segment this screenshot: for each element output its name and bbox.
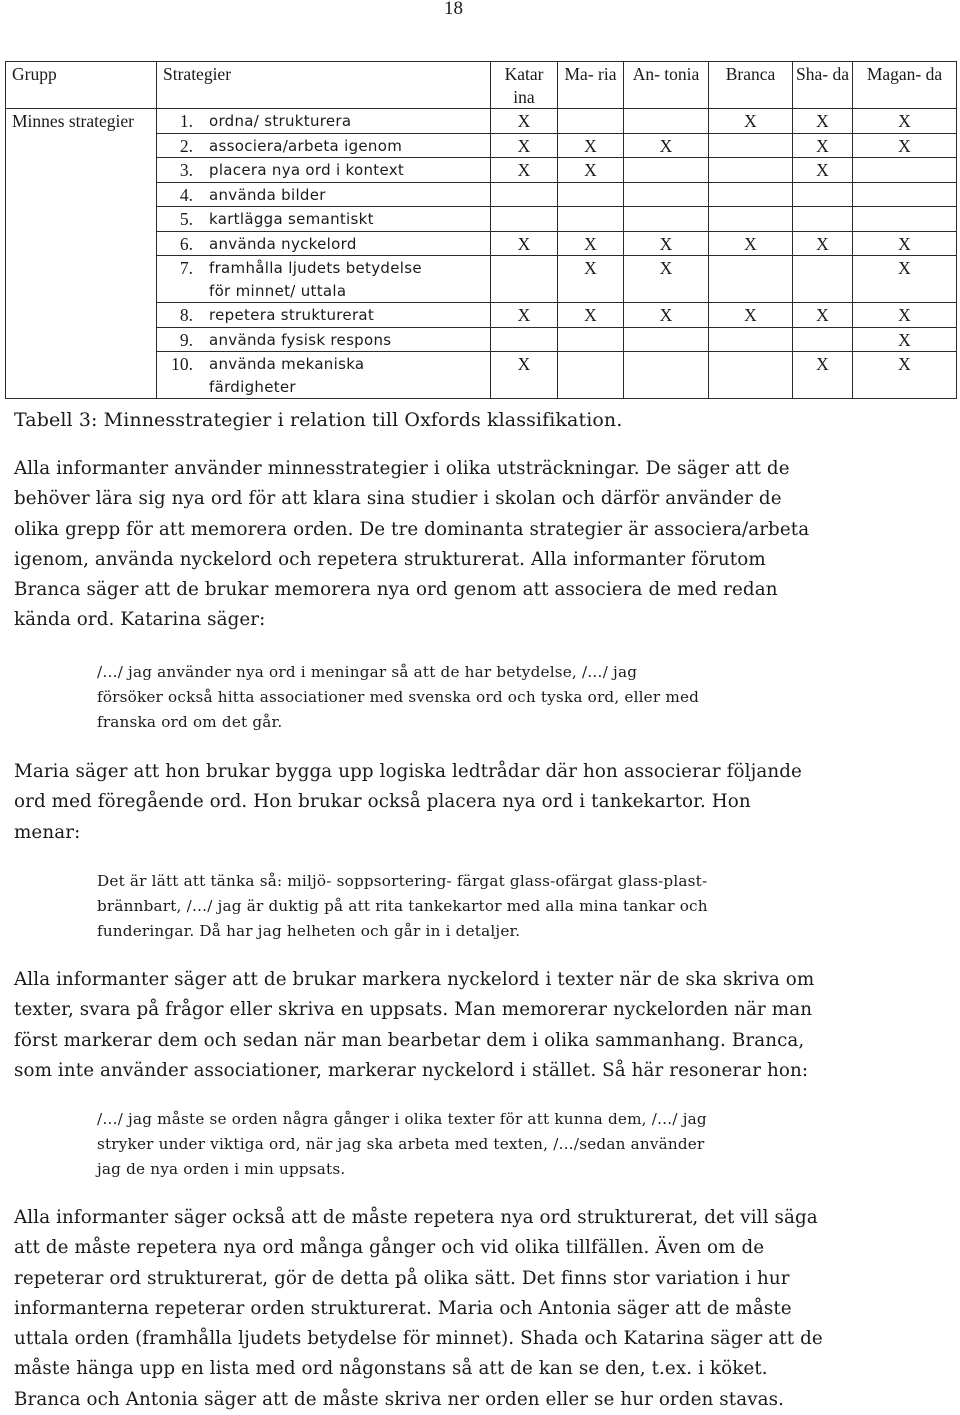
- paragraph-4: [14, 1203, 944, 1415]
- mark-maria: [558, 207, 624, 232]
- page-number: 18: [444, 0, 463, 19]
- mark-maria: [558, 182, 624, 207]
- strategy-table: [5, 61, 957, 399]
- strategy-table-body: [6, 62, 957, 399]
- mark-antonia: [624, 158, 709, 183]
- text-line: Det är lätt att tänka så: miljö- soppsortering- färgat glass-ofärgat glass-plast-: [97, 872, 708, 890]
- quote-katarina: [97, 660, 897, 735]
- mark-maganda: [853, 207, 957, 232]
- mark-maria: [558, 327, 624, 352]
- mark-shada: X: [793, 109, 853, 134]
- mark-maria: [558, 109, 624, 134]
- strategy-label: [209, 159, 404, 182]
- mark-shada: X: [793, 231, 853, 256]
- mark-branca: [709, 158, 793, 183]
- strategy-number: 9.: [179, 329, 193, 350]
- mark-shada: [793, 256, 853, 303]
- mark-antonia: [624, 327, 709, 352]
- strategy-label: [209, 304, 374, 327]
- mark-branca: X: [709, 231, 793, 256]
- strategy-label-line: placera nya ord i kontext: [209, 161, 405, 179]
- mark-maganda: X: [853, 133, 957, 158]
- text-line: menar:: [14, 821, 81, 843]
- mark-shada: X: [793, 158, 853, 183]
- header-informant-branca: Branca: [709, 62, 793, 109]
- strategy-label: [209, 208, 374, 231]
- text-line: först markerar dem och sedan när man bearbetar dem i olika sammanhang. Branca,: [14, 1029, 805, 1051]
- mark-branca: X: [709, 303, 793, 328]
- strategy-cell: [157, 303, 491, 328]
- text-line: Branca säger att de brukar memorera nya ord genom att associera de med redan: [14, 579, 778, 601]
- mark-katarina: [491, 182, 558, 207]
- mark-shada: [793, 327, 853, 352]
- strategy-label-line: använda nyckelord: [209, 234, 357, 253]
- header-informant-antonia: An- tonia: [624, 62, 709, 109]
- mark-katarina: X: [491, 133, 558, 158]
- strategy-number: 4.: [179, 184, 193, 205]
- table-row: [6, 109, 957, 134]
- strategy-number: 7.: [179, 258, 193, 278]
- header-group: Grupp: [6, 62, 157, 109]
- strategy-label: [209, 110, 351, 133]
- strategy-cell: [157, 352, 491, 399]
- text-line: repeterar ord strukturerat, gör de detta på olika sätt. Det finns stor variation i hur: [14, 1267, 790, 1289]
- mark-katarina: [491, 256, 558, 303]
- strategy-label-line: använda bilder: [209, 185, 326, 204]
- header-informant-maganda: Magan- da: [853, 62, 957, 109]
- mark-maria: [558, 352, 624, 399]
- text-line: olika grepp för att memorera orden. De tre dominanta strategier är associera/arbeta: [14, 518, 810, 540]
- text-line: /…/ jag använder nya ord i meningar så att de har betydelse, /…/ jag: [97, 663, 638, 681]
- text-line: stryker under viktiga ord, när jag ska arbeta med texten, /…/sedan använder: [97, 1135, 705, 1153]
- header-strategies: Strategier: [157, 62, 491, 109]
- text-line: igenom, använda nyckelord och repetera strukturerat. Alla informanter förutom: [14, 548, 766, 570]
- header-informant-maria: Ma- ria: [558, 62, 624, 109]
- mark-branca: [709, 133, 793, 158]
- text-line: att de måste repetera nya ord många gånger och vid olika tillfällen. Även om de: [14, 1237, 765, 1259]
- mark-antonia: [624, 182, 709, 207]
- text-line: franska ord om det går.: [97, 713, 283, 731]
- strategy-cell: [157, 133, 491, 158]
- strategy-label-line: färdigheter: [209, 377, 296, 396]
- paragraph-2: [14, 757, 944, 848]
- text-line: Alla informanter säger också att de måste repetera nya ord strukturerat, det vill säga: [14, 1207, 818, 1228]
- strategy-cell: [157, 182, 491, 207]
- mark-maria: X: [558, 133, 624, 158]
- strategy-label: [209, 233, 357, 256]
- mark-katarina: X: [491, 352, 558, 399]
- strategy-number: 2.: [179, 135, 193, 156]
- mark-shada: [793, 207, 853, 232]
- paragraph-3: [14, 965, 944, 1086]
- mark-maria: X: [558, 158, 624, 183]
- strategy-cell: [157, 207, 491, 232]
- mark-maganda: [853, 182, 957, 207]
- strategy-label: [209, 184, 326, 207]
- text-line: brännbart, /…/ jag är duktig på att rita tankekartor med alla mina tankar och: [97, 897, 708, 915]
- mark-branca: [709, 256, 793, 303]
- mark-antonia: [624, 352, 709, 399]
- header-informant-katarina: Katar ina: [491, 62, 558, 109]
- text-line: försöker också hitta associationer med svenska ord och tyska ord, eller med: [97, 688, 700, 706]
- mark-branca: [709, 207, 793, 232]
- paragraph-1: [14, 454, 944, 636]
- mark-maganda: X: [853, 256, 957, 303]
- text-line: /…/ jag måste se orden några gånger i olika texter för att kunna dem, /…/ jag: [97, 1110, 707, 1128]
- text-line: som inte använder associationer, markerar nyckelord i stället. Så här resonerar hon:: [14, 1059, 809, 1081]
- strategy-number: 10.: [171, 354, 193, 374]
- mark-maganda: X: [853, 352, 957, 399]
- mark-antonia: X: [624, 303, 709, 328]
- strategy-label-line: ordna/ strukturera: [209, 112, 352, 130]
- mark-katarina: [491, 327, 558, 352]
- text-line: ord med föregående ord. Hon brukar också placera nya ord i tankekartor. Hon: [14, 791, 751, 813]
- strategy-number: 1.: [179, 111, 193, 131]
- strategy-cell: [157, 327, 491, 352]
- mark-branca: X: [709, 109, 793, 134]
- mark-maria: X: [558, 231, 624, 256]
- mark-katarina: X: [491, 303, 558, 328]
- mark-maganda: X: [853, 109, 957, 134]
- text-line: informanterna repeterar orden strukturerat. Maria och Antonia säger att de måste: [14, 1297, 792, 1319]
- text-line: Branca och Antonia säger att de måste skriva ner orden eller se hur orden stavas.: [14, 1388, 785, 1410]
- group-cell: Minnes strategier: [6, 109, 157, 399]
- text-line: Alla informanter säger att de brukar markera nyckelord i texter när de ska skriva om: [14, 969, 815, 990]
- mark-katarina: X: [491, 231, 558, 256]
- text-line: uttala orden (framhålla ljudets betydelse för minnet). Shada och Katarina säger att de: [14, 1328, 823, 1350]
- strategy-label: [209, 329, 391, 352]
- strategy-label: [209, 353, 364, 398]
- quote-maria: [97, 869, 897, 944]
- strategy-label-line: associera/arbeta igenom: [209, 136, 403, 155]
- mark-maganda: X: [853, 327, 957, 352]
- text-line: funderingar. Då har jag helheten och går in i detaljer.: [97, 922, 521, 940]
- mark-maganda: X: [853, 303, 957, 328]
- mark-antonia: [624, 207, 709, 232]
- mark-branca: [709, 182, 793, 207]
- strategy-number: 5.: [179, 209, 193, 229]
- strategy-number: 6.: [179, 233, 193, 254]
- text-line: måste hänga upp en lista med ord någonstans så att de kan se den, t.ex. i köket.: [14, 1358, 768, 1380]
- strategy-label: [209, 135, 402, 158]
- strategy-label: [209, 257, 422, 302]
- quote-branca: [97, 1107, 897, 1182]
- text-line: Maria säger att hon brukar bygga upp logiska ledtrådar där hon associerar följande: [14, 761, 802, 782]
- mark-shada: X: [793, 133, 853, 158]
- strategy-label-line: framhålla ljudets betydelse: [209, 259, 422, 277]
- text-line: jag de nya orden i min uppsats.: [97, 1160, 346, 1178]
- mark-antonia: X: [624, 231, 709, 256]
- strategy-cell: [157, 231, 491, 256]
- strategy-number: 8.: [179, 305, 193, 325]
- mark-maganda: X: [853, 231, 957, 256]
- mark-antonia: X: [624, 256, 709, 303]
- mark-antonia: X: [624, 133, 709, 158]
- strategy-label-line: använda fysisk respons: [209, 330, 392, 349]
- mark-branca: [709, 327, 793, 352]
- mark-maganda: [853, 158, 957, 183]
- mark-shada: X: [793, 303, 853, 328]
- strategy-cell: [157, 158, 491, 183]
- text-line: texter, svara på frågor eller skriva en uppsats. Man memorerar nyckelorden när man: [14, 999, 813, 1021]
- mark-maria: X: [558, 303, 624, 328]
- header-informant-shada: Sha- da: [793, 62, 853, 109]
- mark-antonia: [624, 109, 709, 134]
- strategy-number: 3.: [179, 160, 193, 180]
- mark-maria: X: [558, 256, 624, 303]
- table-caption: Tabell 3: Minnesstrategier i relation till Oxfords klassifikation.: [14, 409, 623, 431]
- mark-shada: [793, 182, 853, 207]
- text-line: Alla informanter använder minnesstrategier i olika utsträckningar. De säger att de: [14, 458, 790, 479]
- strategy-cell: [157, 109, 491, 134]
- table-header-row: [6, 62, 957, 109]
- mark-shada: X: [793, 352, 853, 399]
- strategy-label-line: repetera strukturerat: [209, 306, 375, 324]
- strategy-cell: [157, 256, 491, 303]
- mark-katarina: X: [491, 158, 558, 183]
- strategy-label-line: kartlägga semantiskt: [209, 210, 374, 228]
- mark-branca: [709, 352, 793, 399]
- text-line: kända ord. Katarina säger:: [14, 609, 266, 631]
- mark-katarina: X: [491, 109, 558, 134]
- mark-katarina: [491, 207, 558, 232]
- strategy-label-line: använda mekaniska: [209, 355, 365, 373]
- text-line: behöver lära sig nya ord för att klara sina studier i skolan och därför använder de: [14, 488, 782, 510]
- strategy-label-line: för minnet/ uttala: [209, 281, 347, 300]
